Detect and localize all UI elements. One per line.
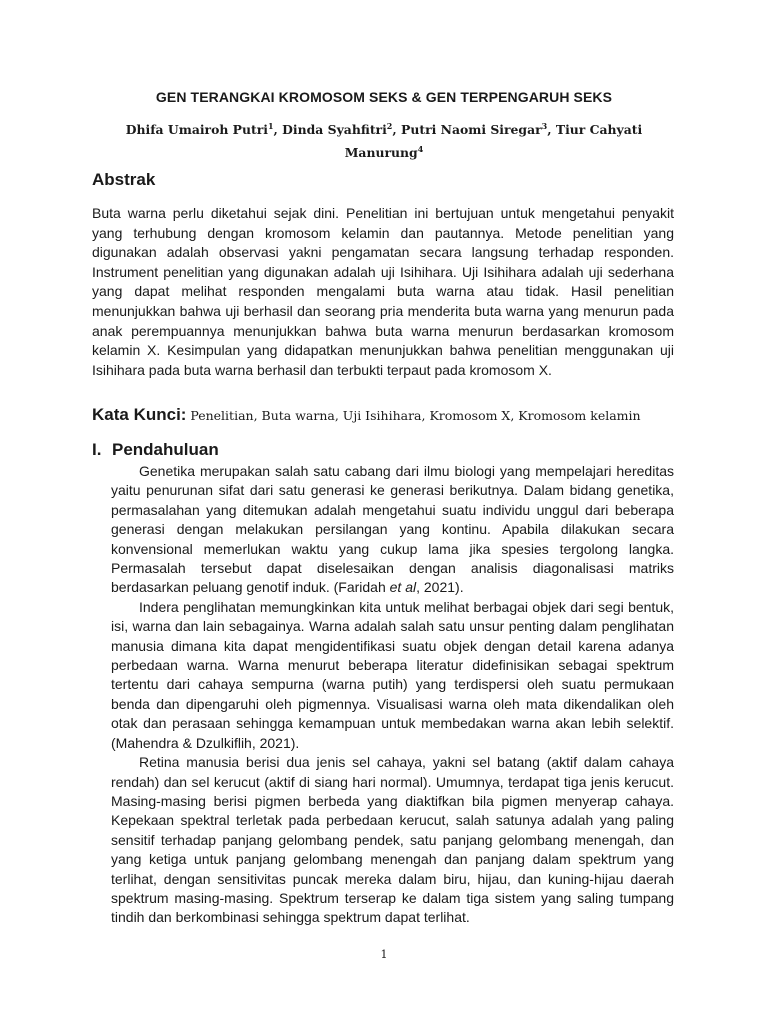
author-affiliation-mark: 1 [267,120,274,131]
introduction-body [111,462,674,928]
keywords-label: Kata Kunci: [92,405,187,424]
section-heading-introduction [92,440,219,460]
keywords-terms: Penelitian, Buta warna, Uji Isihihara, Kromosom X, Kromosom kelamin [190,408,641,423]
author-name: Tiur Cahyati Manurung [344,122,643,160]
page-number: 1 [380,948,388,961]
author-name: Putri Naomi Siregar [401,122,542,137]
author-affiliation-mark: 3 [541,120,548,131]
paragraph-text: Genetika merupakan salah satu cabang dari ilmu biologi yang mempelajari hereditas yaitu penurunan sifat dari satu generasi ke generasi berikutnya. Dalam bidang genetika, permasalahan yang ditemukan adalah mengetahui suatu individu unggul dari beberapa generasi dengan melakukan persilangan yang kontinu. Apabila dilakukan secara konvensional memerlukan waktu yang cukup lama jika spesies tergolong langka. Permasalah tersebut dapat diselesaikan dengan analisis diagonalisasi matriks berdasarkan peluang genotif induk. (Faridah [111,463,674,596]
abstract-text: Buta warna perlu diketahui sejak dini. Penelitian ini bertujuan untuk mengetahui penyakit yang terhubung dengan kromosom kelamin dan pautannya. Metode penelitian yang digunakan adalah observasi yakni pengamatan secara langsung terhadap responden. Instrument penelitian yang digunakan adalah uji Isihihara. Uji Isihihara adalah uji sederhana yang dapat melihat responden mengalami buta warna atau tidak. Hasil penelitian menunjukkan bahwa uji berhasil dan seorang pria menderita buta warna yang menurun pada anak perempuannya menunjukkan bahwa buta warna menurun berdasarkan kromosom kelamin X. Kesimpulan yang didapatkan menunjukkan bahwa penelitian menggunakan uji Isihihara pada buta warna berhasil dan terbukti terpaut pada kromosom X. [92,205,674,378]
author-name: Dhifa Umairoh Putri [125,122,268,137]
citation-italic: et al [389,579,417,596]
paper-title: GEN TERANGKAI KROMOSOM SEKS & GEN TERPENGARUH SEKS [155,89,613,105]
keywords [92,405,641,425]
section-number: I. [92,440,102,459]
paragraph-text: , 2021). [416,579,464,596]
section-title: Pendahuluan [112,440,219,459]
author-name: Dinda Syahfitri [282,122,387,137]
paragraph: Indera penglihatan memungkinkan kita untuk melihat berbagai objek dari segi bentuk, isi, warna dan lain sebagainya. Warna adalah salah satu unsur penting dalam penglihatan manusia dimana kita dapat mengidentifikasi suatu objek dengan detail karena adanya perbedaan warna. Warna menurut beberapa literatur didefinisikan sebagai spektrum tertentu dari cahaya sempurna (warna putih) yang terdispersi oleh suatu permukaan benda dan dipengaruhi oleh pigmennya. Visualisasi warna oleh mata dikendalikan oleh otak dan perasaan sehingga kemampuan untuk membedakan warna akan lebih selektif. (Mahendra & Dzulkiflih, 2021). [111,598,674,751]
author-list: Dhifa Umairoh Putri$^1$, Dinda Syahfitri$^2$, Putri Naomi Siregar$^3$, Tiur Cahyati Manurung$^4$ [125,120,643,160]
paragraph [111,462,674,598]
author-affiliation-mark: 2 [386,120,393,131]
author-affiliation-mark: 4 [417,143,424,154]
paragraph: Retina manusia berisi dua jenis sel cahaya, yakni sel batang (aktif dalam cahaya rendah) dan sel kerucut (aktif di siang hari normal). Umumnya, terdapat tiga jenis kerucut. Masing-masing berisi pigmen berbeda yang diaktifkan bila pigmen menyerap cahaya. Kepekaan spektral terletak pada perbedaan kerucut, salah satunya adalah yang paling sensitif terhadap panjang gelombang pendek, satu panjang gelombang menengah, dan yang ketiga untuk panjang gelombang menengah dan panjang dalam spektrum yang terlihat, dengan sensitivitas puncak mereka dalam biru, hijau, dan kuning-hijau daerah spektrum masing-masing. Spektrum terserap ke dalam tiga sistem yang saling tumpang tindih dan berkombinasi sehingga spektrum dapat terlihat. [111,754,674,926]
abstract-heading: Abstrak [92,170,156,189]
